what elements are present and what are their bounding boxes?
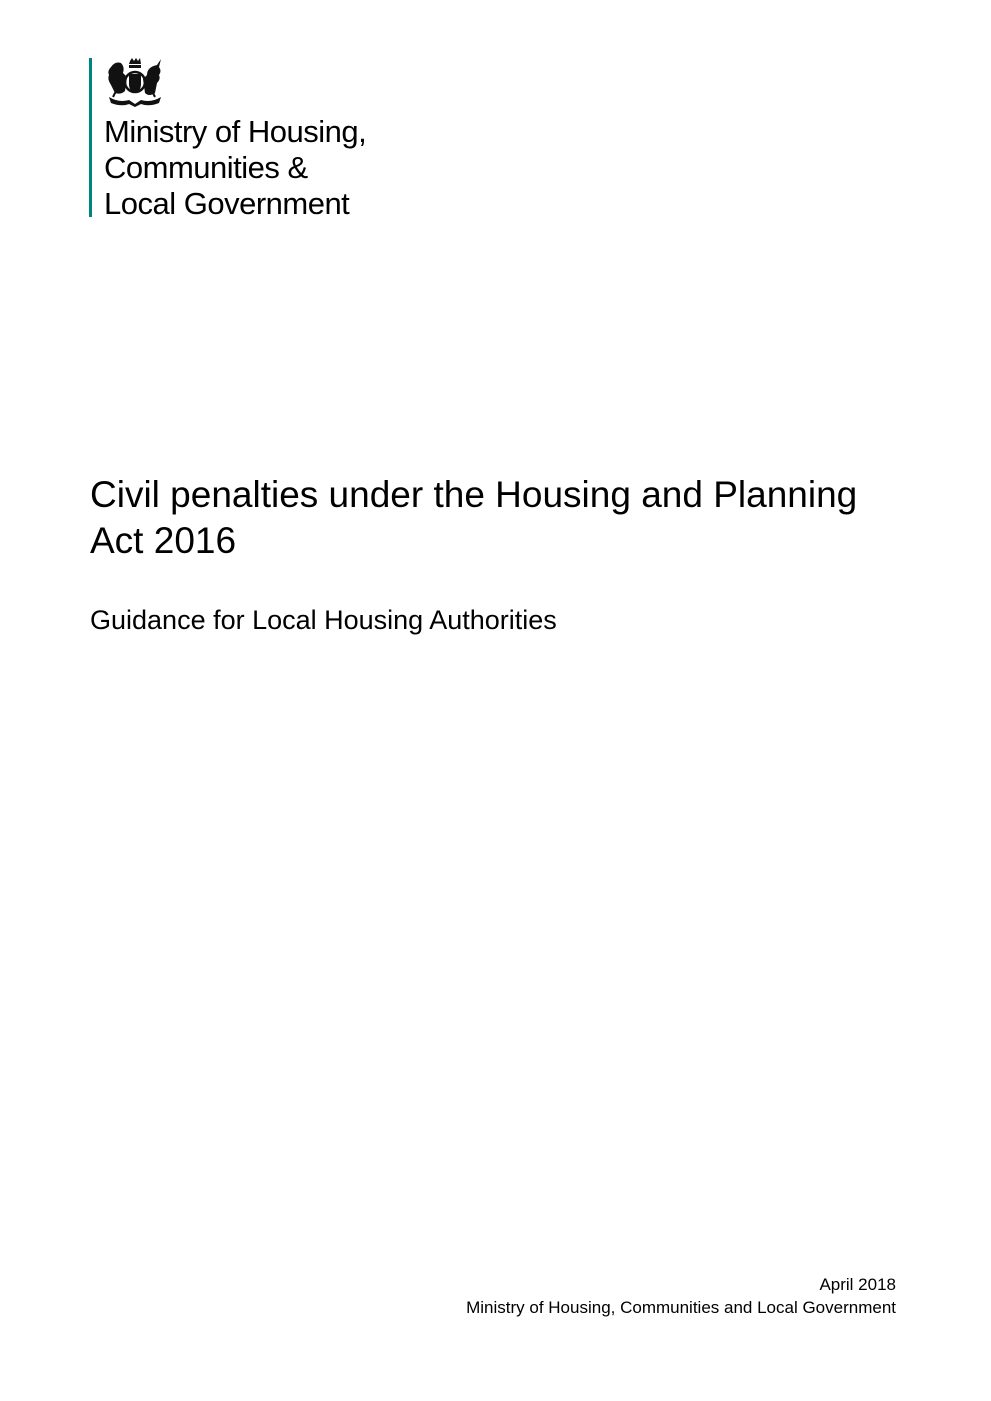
- document-subtitle: Guidance for Local Housing Authorities: [90, 605, 557, 635]
- organisation-name-line: Local Government: [104, 186, 350, 221]
- footer: [466, 1273, 896, 1319]
- publisher-name: Ministry of Housing, Communities and Local Government: [466, 1298, 896, 1317]
- royal-coat-of-arms-icon: [103, 57, 165, 107]
- publication-date: April 2018: [819, 1275, 896, 1294]
- document-title: Civil penalties under the Housing and Planning Act 2016: [90, 474, 858, 561]
- organisation-name-line: Communities &: [104, 150, 308, 185]
- organisation-name: [104, 114, 366, 222]
- logo-accent-bar: [89, 58, 92, 217]
- organisation-name-line: Ministry of Housing,: [104, 114, 367, 149]
